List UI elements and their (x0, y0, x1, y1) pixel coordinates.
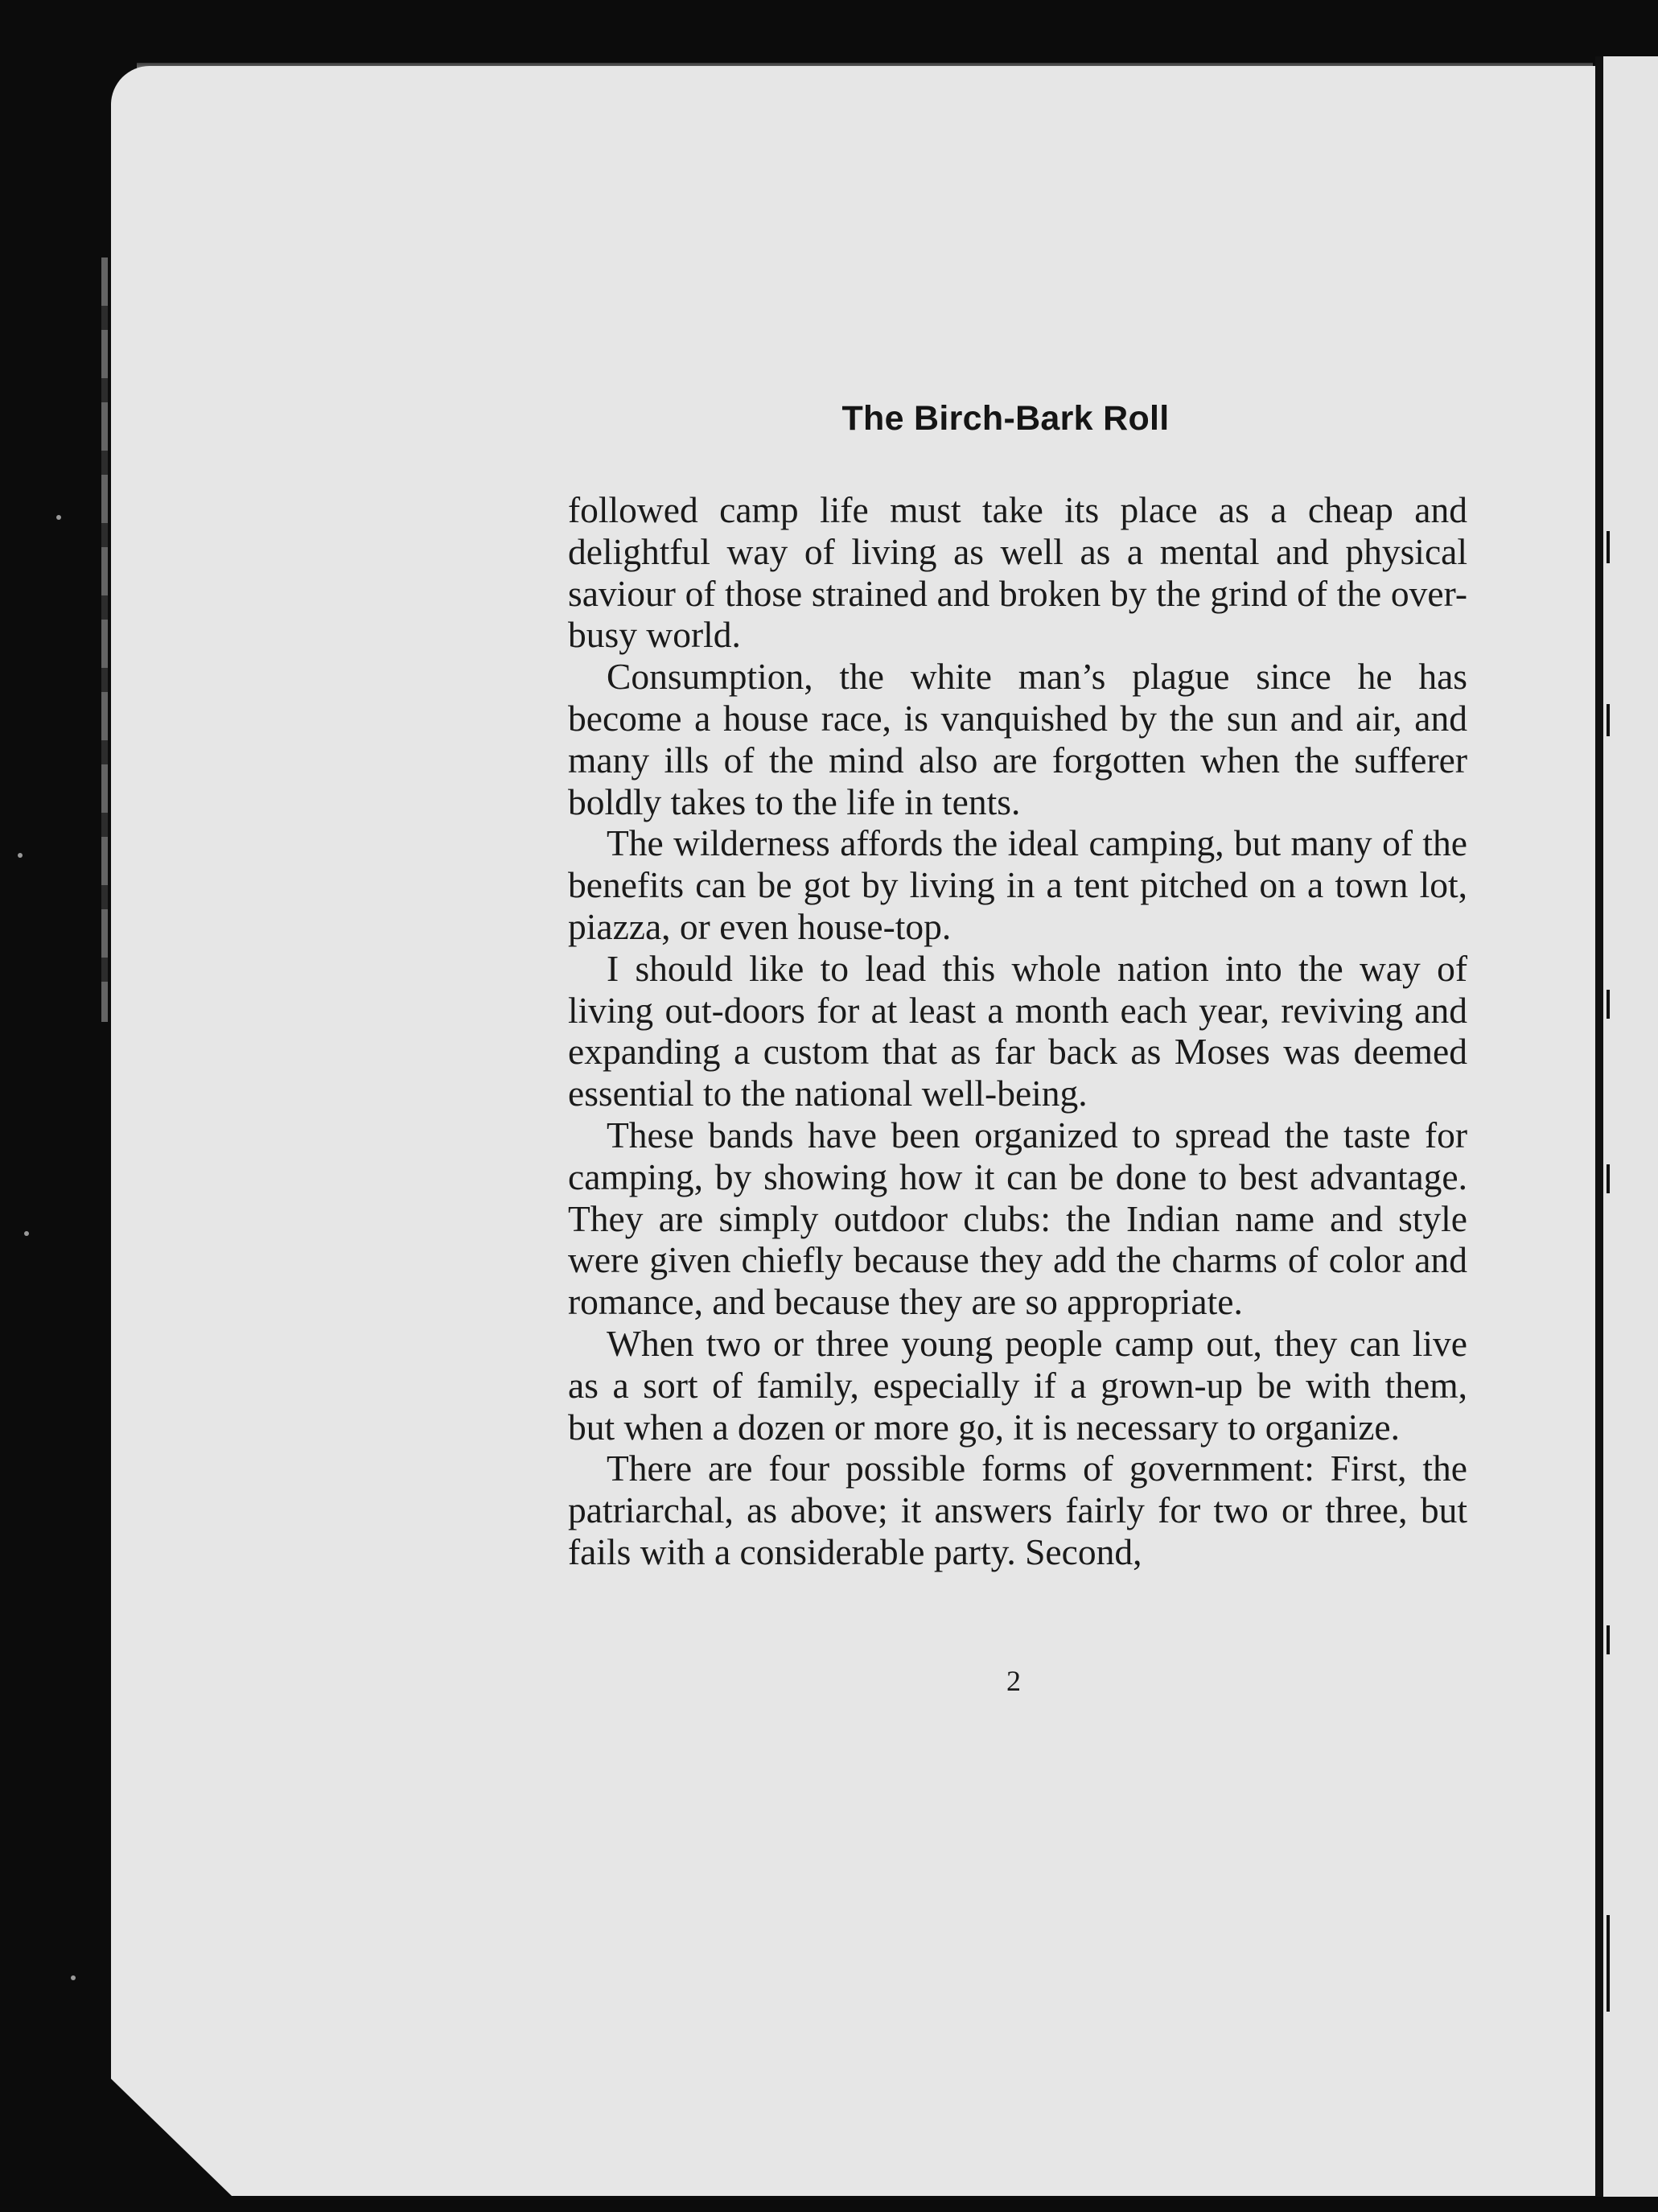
scan-speck (18, 853, 23, 858)
paragraph: When two or three young people camp out, they can live as a sort of family, especially if a grown-up be with them, but when a dozen or more go, it is necessary to organize. (568, 1322, 1467, 1448)
body-text (568, 489, 1467, 1573)
gutter-mark (1607, 1625, 1610, 1654)
book-gutter (1595, 56, 1603, 2197)
paragraph: The wilderness affords the ideal camping, but many of the benefits can be got by living in a tent pitched on a town lot, piazza, or even house-top. (568, 822, 1467, 947)
scan-speck (71, 1975, 76, 1980)
page-number: 2 (1006, 1665, 1021, 1697)
adjacent-page-edge (1602, 56, 1658, 2197)
paragraph: There are four possible forms of government: First, the patriarchal, as above; it answers fairly for two or three, but fails with a considerable party. Second, (568, 1448, 1467, 1572)
gutter-mark (1607, 1164, 1610, 1193)
gutter-mark (1607, 990, 1610, 1019)
running-head: The Birch-Bark Roll (841, 399, 1170, 438)
paragraph: Consumption, the white man’s plague since he has become a house race, is vanquished by the sun and air, and many ills of the mind also are forgotten when the sufferer boldly takes to the life in tents. (568, 656, 1467, 822)
page-left-edge (101, 257, 108, 1022)
paragraph: These bands have been organized to spread the taste for camping, by showing how it can be done to best advantage. They are simply outdoor clubs: the Indian name and style were given chiefly because they add the charms of color and romance, and because they are so appropriate. (568, 1114, 1467, 1323)
scan-speck (24, 1231, 29, 1236)
gutter-mark (1607, 704, 1610, 736)
gutter-mark (1607, 531, 1610, 563)
scan-speck (56, 515, 61, 520)
paragraph: I should like to lead this whole nation into the way of living out-doors for at least a month each year, reviving and expanding a custom that as far back as Moses was deemed essential to the national well-being. (568, 947, 1467, 1114)
gutter-mark (1607, 1915, 1610, 2012)
paragraph: followed camp life must take its place as a cheap and delightful way of living as well as a mental and physical saviour of those strained and broken by the grind of the over-busy world. (568, 489, 1467, 656)
